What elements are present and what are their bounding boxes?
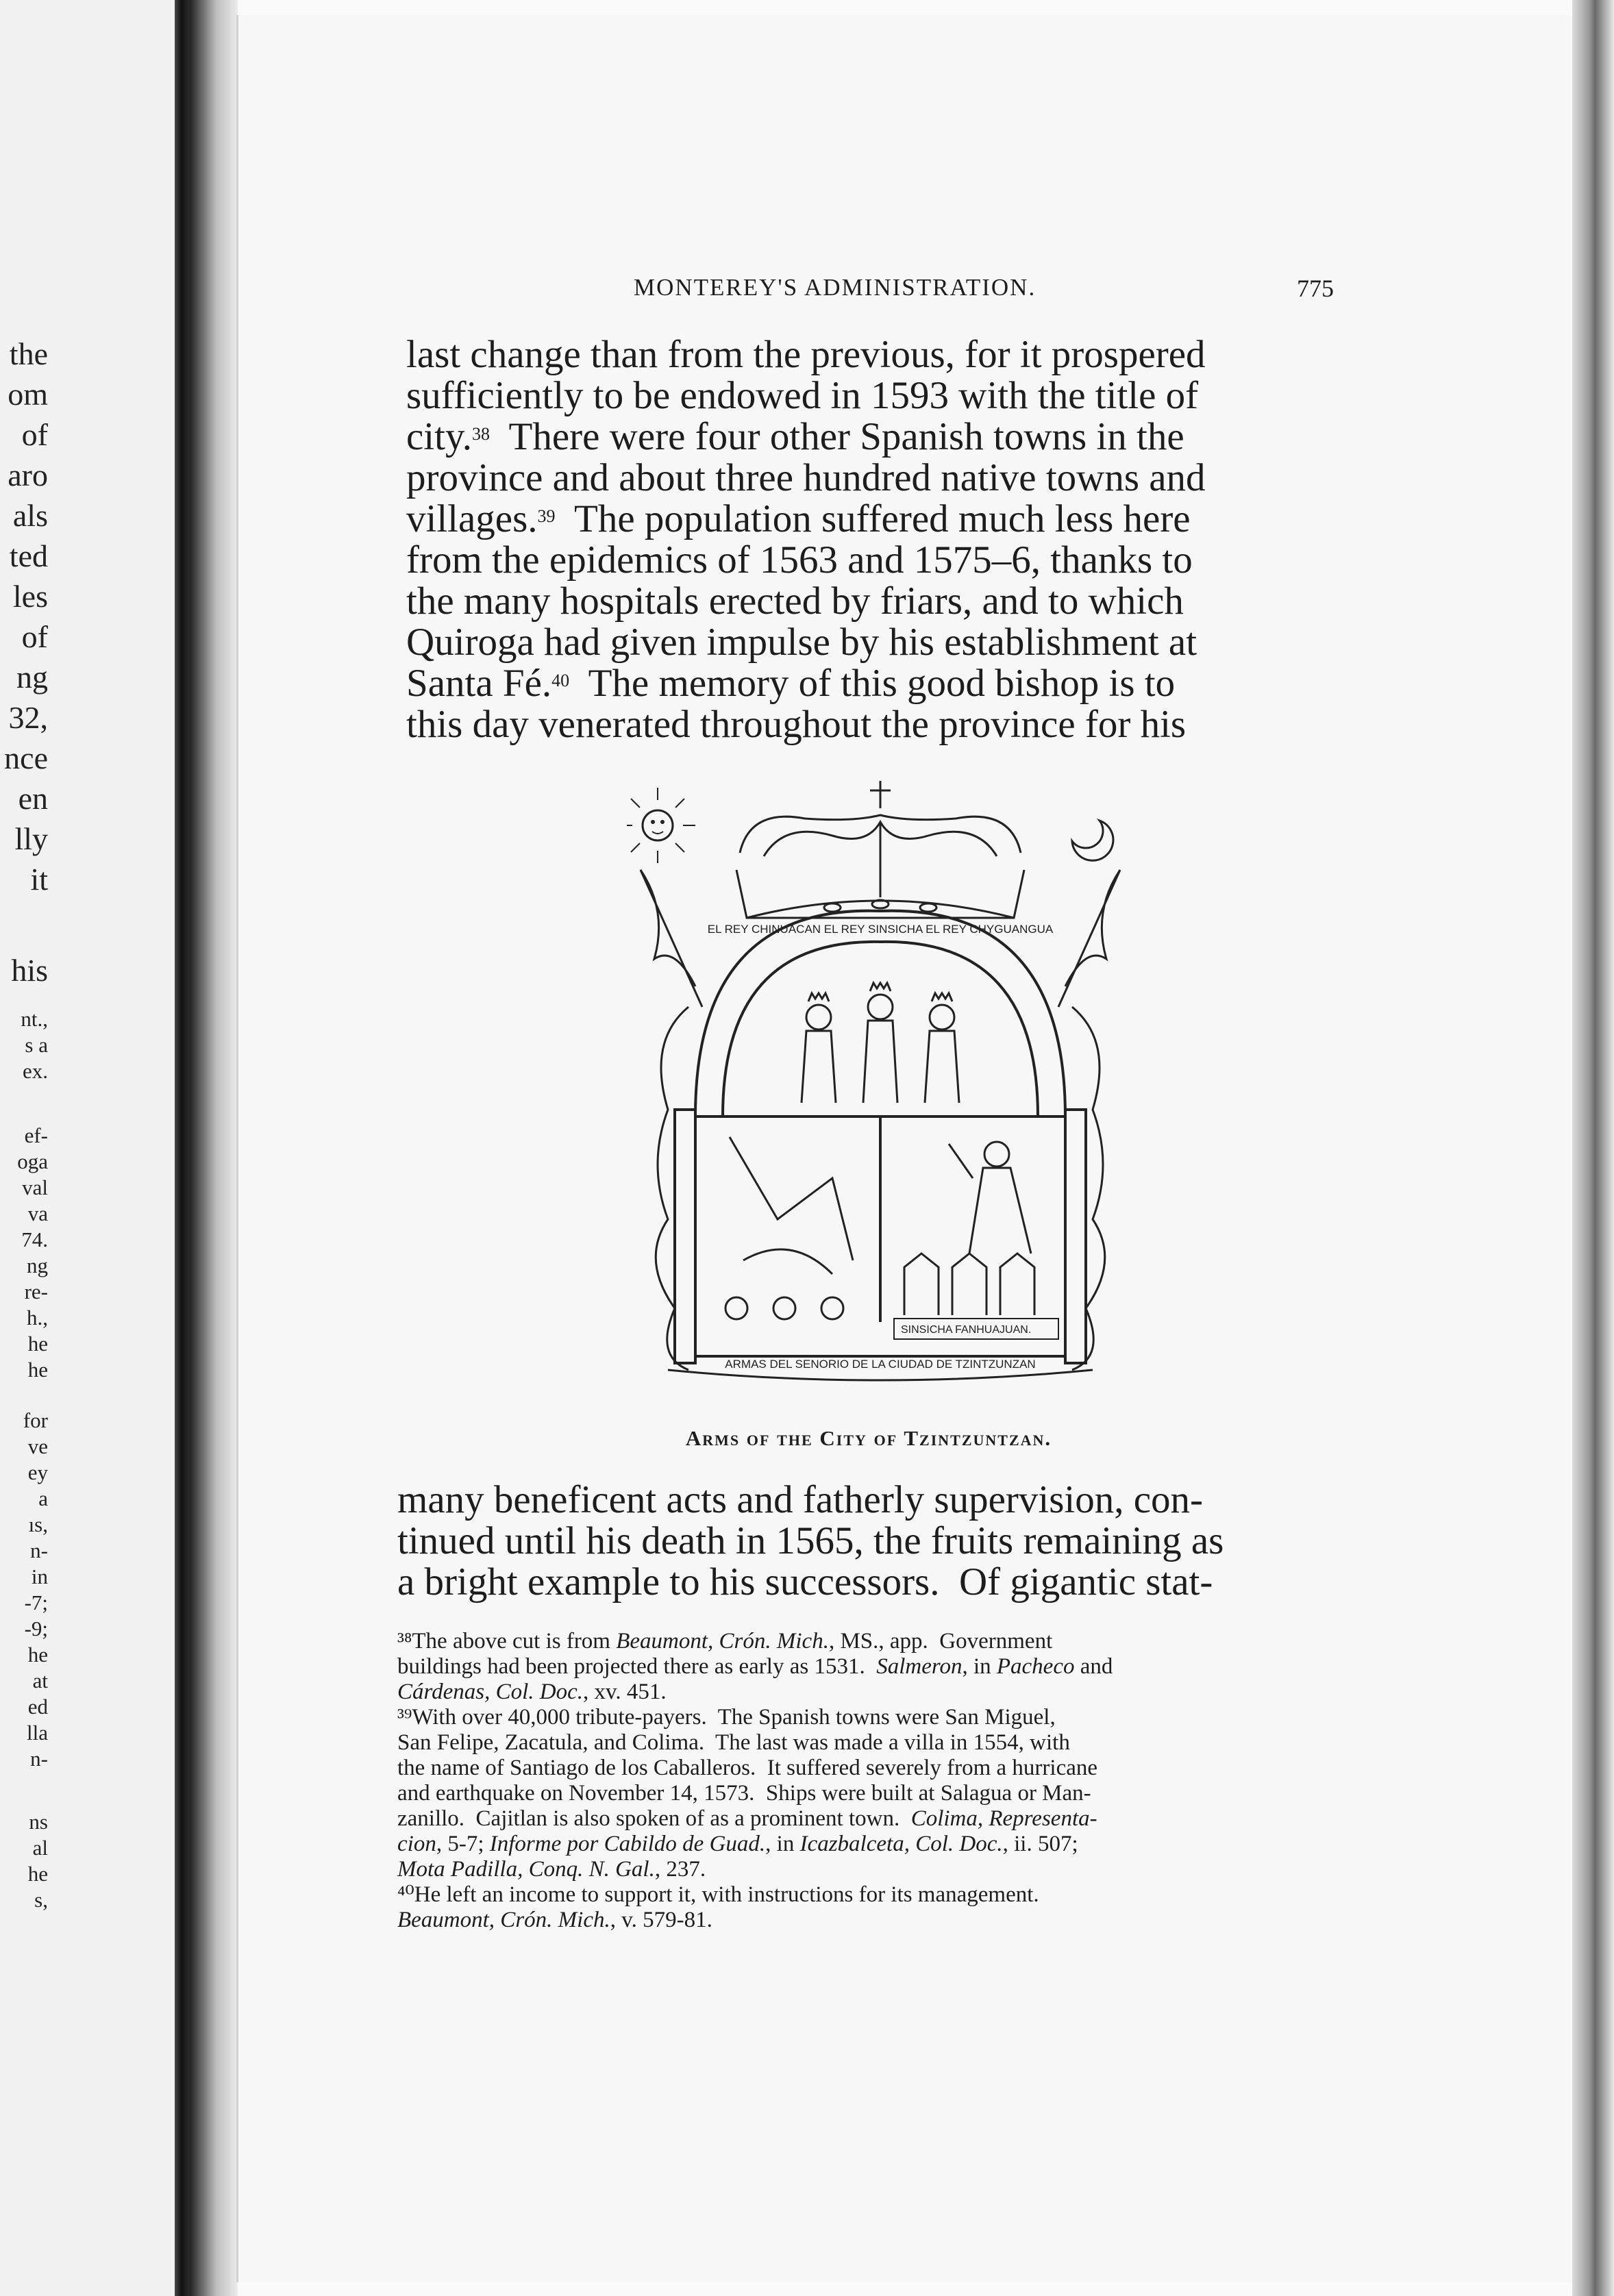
- text-line: [406, 663, 1332, 704]
- footnotes: [397, 1629, 1329, 1933]
- text-span: and: [1074, 1654, 1113, 1679]
- footnote-line: [397, 1806, 1329, 1832]
- text-span: city.: [406, 415, 473, 458]
- footnote-line: [397, 1705, 1329, 1730]
- facing-page: [0, 0, 179, 2296]
- body-paragraph-1: [406, 334, 1332, 745]
- citation-italic: Beaumont, Crón. Mich.: [397, 1908, 610, 1932]
- footnote-line: [397, 1857, 1329, 1882]
- footnote-line: [397, 1654, 1329, 1680]
- body-paragraph-2: [397, 1480, 1329, 1603]
- footnote-line: [397, 1680, 1329, 1705]
- text-line: [406, 622, 1332, 663]
- facing-page-fragment: ve: [27, 1434, 48, 1458]
- text-span: Santa Fé.: [406, 662, 552, 705]
- facing-page-fragment: en: [18, 781, 48, 816]
- coat-of-arms-figure: [627, 781, 1134, 1408]
- moon-icon: [1072, 821, 1113, 860]
- footnote-line: [397, 1730, 1329, 1756]
- facing-page-fragment: at: [32, 1669, 48, 1693]
- text-span: sufficiently to be endowed in 1593 with the title of: [406, 374, 1199, 417]
- text-span: from the epidemics of 1563 and 1575–6, thanks to: [406, 538, 1193, 582]
- facing-page-fragment: ed: [27, 1695, 48, 1719]
- facing-page-fragment: nce: [4, 740, 48, 775]
- text-span: There were four other Spanish towns in the: [490, 415, 1184, 458]
- text-span: , 5-7;: [436, 1832, 490, 1856]
- facing-page-fragment: nt.,: [21, 1007, 48, 1031]
- facing-page-fragment: lla: [27, 1721, 48, 1745]
- facing-page-fragment: it: [30, 862, 48, 897]
- text-line: [406, 704, 1332, 745]
- facing-page-fragment: 32,: [8, 700, 48, 735]
- facing-page-fragment: oga: [17, 1149, 48, 1173]
- figure-caption: Arms of the City of Tzintzuntzan.: [685, 1426, 1052, 1450]
- facing-page-fragment: s a: [25, 1033, 48, 1057]
- figure-base-label: ARMAS DEL SENORIO DE LA CIUDAD DE TZINTZUNZAN: [725, 1358, 1036, 1371]
- text-span: The population suffered much less here: [555, 497, 1191, 540]
- heraldic-scene-left: [725, 1137, 853, 1319]
- heraldic-scene-right: [904, 1142, 1034, 1315]
- citation-italic: Mota Padilla, Conq. N. Gal.: [397, 1857, 655, 1882]
- text-span: province and about three hundred native towns and: [406, 456, 1206, 499]
- text-span: , 237.: [654, 1857, 706, 1882]
- footnote-marker: 40: [551, 671, 570, 690]
- citation-italic: Beaumont, Crón. Mich.: [616, 1629, 829, 1654]
- citation-italic: Pacheco: [996, 1654, 1075, 1679]
- facing-page-fragment: he: [27, 1643, 48, 1667]
- footnote-line: [397, 1908, 1329, 1933]
- citation-italic: Colima, Representa-: [910, 1806, 1097, 1831]
- facing-page-fragment: als: [12, 498, 48, 533]
- facing-page-fragment: lly: [14, 821, 48, 856]
- text-line: a bright example to his successors. Of gigantic stat-: [397, 1560, 1213, 1604]
- text-line: [406, 458, 1332, 499]
- text-span: last change than from the previous, for it prospered: [406, 333, 1206, 376]
- text-span: , MS., app. Government: [828, 1629, 1053, 1654]
- facing-page-fragment: aro: [8, 458, 48, 492]
- facing-page-fragment: ex.: [22, 1059, 48, 1083]
- text-span: , xv. 451.: [583, 1680, 667, 1704]
- text-span: buildings had been projected there as early as 1531.: [397, 1654, 877, 1679]
- footnote-line: [397, 1882, 1329, 1908]
- text-span: San Felipe, Zacatula, and Colima. The last was made a villa in 1554, with: [397, 1730, 1070, 1755]
- citation-italic: Salmeron: [876, 1654, 963, 1679]
- facing-page-fragment: -9;: [24, 1617, 48, 1640]
- text-line: [406, 581, 1332, 622]
- facing-page-fragment: ng: [27, 1253, 48, 1277]
- three-kings-illustration: [802, 983, 959, 1103]
- facing-page-fragment: ef-: [24, 1123, 48, 1147]
- text-span: ³⁹With over 40,000 tribute-payers. The Spanish towns were San Miguel,: [397, 1705, 1056, 1730]
- citation-italic: cion: [397, 1832, 436, 1856]
- text-span: , in: [765, 1832, 800, 1856]
- facing-page-fragment: s,: [34, 1888, 48, 1912]
- footnote-marker: 39: [537, 506, 556, 526]
- page-stack-edge: [1572, 0, 1614, 2296]
- facing-page-fragment: ns: [29, 1810, 48, 1834]
- facing-page-fragment: h.,: [27, 1306, 48, 1330]
- text-span: Quiroga had given impulse by his establishment at: [406, 621, 1197, 664]
- citation-italic: Icazbalceta, Col. Doc.: [799, 1832, 1003, 1856]
- text-span: , ii. 507;: [1002, 1832, 1078, 1856]
- text-span: , v. 579-81.: [610, 1908, 712, 1932]
- text-span: and earthquake on November 14, 1573. Ships were built at Salagua or Man-: [397, 1781, 1091, 1806]
- facing-page-fragment: ey: [27, 1460, 48, 1484]
- footnote-line: [397, 1629, 1329, 1654]
- footnote-line: [397, 1756, 1329, 1781]
- citation-italic: Cárdenas, Col. Doc.: [397, 1680, 584, 1704]
- facing-page-fragment: for: [23, 1408, 48, 1432]
- text-span: , in: [962, 1654, 997, 1679]
- facing-page-fragment: he: [27, 1332, 48, 1356]
- facing-page-fragment: of: [21, 417, 48, 452]
- facing-page-fragment: the: [9, 336, 48, 371]
- footnote-line: [397, 1832, 1329, 1857]
- facing-page-fragment: va: [27, 1201, 48, 1225]
- facing-page-fragment: om: [8, 377, 48, 412]
- text-span: ⁴⁰He left an income to support it, with instructions for its management.: [397, 1882, 1039, 1907]
- facing-page-fragment: -7;: [24, 1590, 48, 1614]
- citation-italic: Informe por Cabildo de Guad.: [489, 1832, 766, 1856]
- arch-inscription: EL REY CHINUACAN EL REY SINSICHA EL REY CHYGUANGUA: [707, 923, 1054, 936]
- facing-page-fragment: 74.: [21, 1227, 48, 1251]
- text-span: this day venerated throughout the province for his: [406, 703, 1187, 746]
- facing-page-fragment: a: [38, 1486, 48, 1510]
- facing-page-fragment: ng: [16, 660, 48, 695]
- text-span: the name of Santiago de los Caballeros. It suffered severely from a hurricane: [397, 1756, 1098, 1780]
- facing-page-fragment: of: [21, 619, 48, 654]
- facing-page-fragment: al: [32, 1836, 48, 1860]
- text-span: ³⁸The above cut is from: [397, 1629, 617, 1654]
- book-gutter: [190, 0, 238, 2296]
- facing-page-fragment: ted: [9, 538, 48, 573]
- facing-page-fragment: in: [31, 1564, 48, 1588]
- facing-page-fragment: he: [27, 1862, 48, 1886]
- text-line: [406, 334, 1332, 375]
- text-span: The memory of this good bishop is to: [569, 662, 1176, 705]
- facing-page-fragment: n-: [30, 1747, 48, 1771]
- text-span: zanillo. Cajitlan is also spoken of as a prominent town.: [397, 1806, 911, 1831]
- page-edge: [175, 0, 190, 2296]
- text-line: tinued until his death in 1565, the fruits remaining as: [397, 1519, 1224, 1562]
- footnote-line: [397, 1781, 1329, 1806]
- text-line: [406, 499, 1332, 540]
- page-number: 775: [1297, 275, 1334, 302]
- crown-icon: [736, 781, 1024, 918]
- facing-page-fragment: ıs,: [28, 1512, 48, 1536]
- text-line: [406, 375, 1332, 416]
- facing-page-fragment: he: [27, 1358, 48, 1382]
- facing-page-fragment: re-: [24, 1280, 48, 1303]
- facing-page-fragment: n-: [30, 1538, 48, 1562]
- text-line: [406, 416, 1332, 458]
- text-span: villages.: [406, 497, 538, 540]
- running-head: MONTEREY'S ADMINISTRATION.: [634, 274, 1036, 301]
- facing-page-fragment: les: [12, 579, 48, 614]
- text-span: the many hospitals erected by friars, and to which: [406, 579, 1184, 623]
- facing-page-fragment: his: [11, 953, 48, 988]
- footnote-marker: 38: [472, 424, 491, 444]
- sun-icon: [627, 788, 695, 863]
- facing-page-fragment: val: [22, 1175, 48, 1199]
- text-line: [406, 540, 1332, 581]
- figure-scroll-label: SINSICHA FANHUAJUAN.: [901, 1324, 1032, 1336]
- text-line: many beneficent acts and fatherly supervision, con-: [397, 1478, 1203, 1521]
